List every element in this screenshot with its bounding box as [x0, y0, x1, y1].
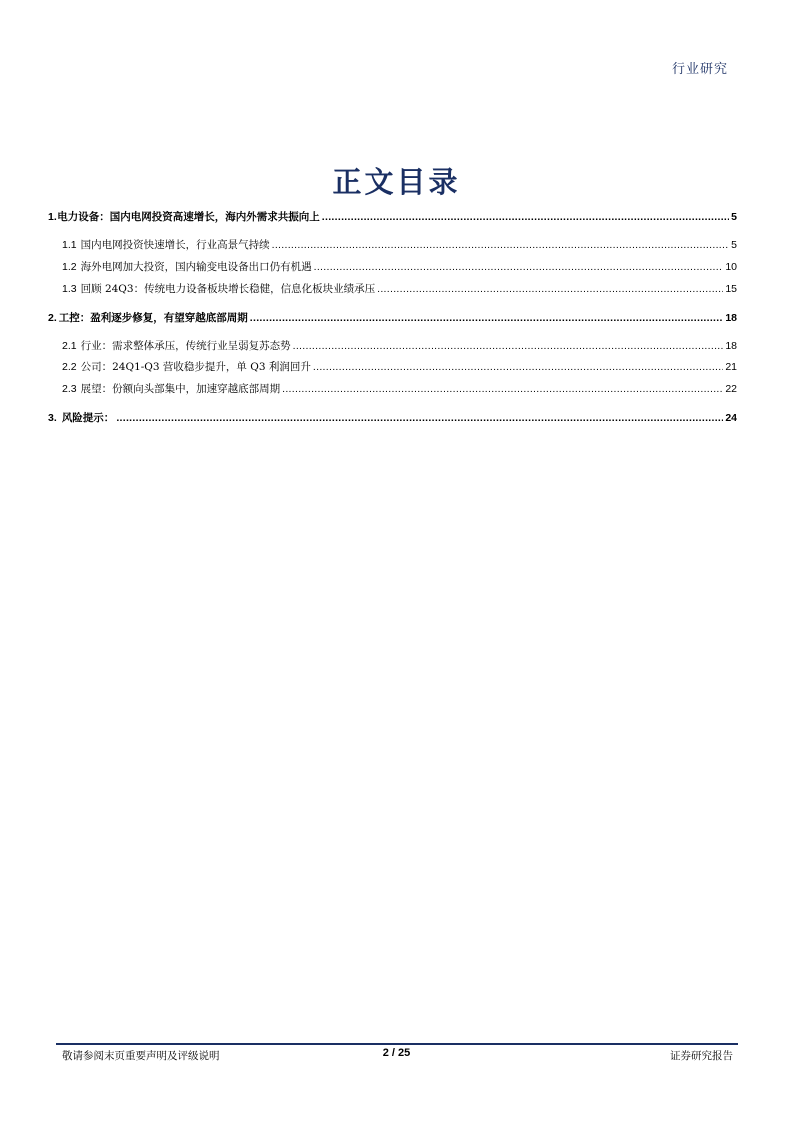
footer-disclaimer: 敬请参阅末页重要声明及评级说明	[62, 1050, 220, 1062]
toc-title: 正文目录	[332, 165, 461, 199]
toc-entry-text: 回顾 24Q3：传统电力设备板块增长稳健，信息化板块业绩承压	[80, 283, 376, 295]
toc-entry-number: 2.2	[62, 361, 77, 373]
toc-entry-number: 2.3	[62, 383, 77, 395]
toc-entry-page: 15	[725, 283, 737, 295]
toc-leader-dots	[314, 261, 724, 273]
toc-entry[interactable]	[62, 281, 737, 296]
toc-entry-number: 1.3	[62, 283, 77, 295]
toc-entry[interactable]	[62, 381, 737, 396]
toc-entry-text: 展望：份额向头部集中，加速穿越底部周期	[80, 383, 281, 395]
toc-leader-dots	[282, 383, 723, 395]
toc-entry[interactable]	[62, 237, 737, 252]
toc-entry-number: 1.	[48, 211, 57, 223]
toc-leader-dots	[377, 283, 723, 295]
toc-entry-page: 21	[725, 361, 737, 373]
toc-entry-text: 海外电网加大投资，国内输变电设备出口仍有机遇	[80, 261, 312, 273]
toc-entry[interactable]	[62, 359, 737, 374]
toc-entry-text: 公司：24Q1-Q3 营收稳步提升，单 Q3 利润回升	[80, 361, 311, 373]
toc-leader-dots	[272, 239, 730, 251]
toc-entry-page: 18	[725, 312, 737, 324]
toc-entry[interactable]	[48, 410, 737, 425]
toc-entry-number: 3.	[48, 412, 57, 424]
toc-leader-dots	[322, 211, 729, 223]
footer-report-type: 证券研究报告	[670, 1050, 733, 1062]
toc-leader-dots	[293, 340, 724, 352]
toc-entry-page: 22	[725, 383, 737, 395]
toc-entry-text: 国内电网投资快速增长，行业高景气持续	[80, 239, 270, 251]
toc-leader-dots	[250, 312, 724, 324]
toc-entry[interactable]	[48, 310, 737, 325]
toc-entry-page: 5	[731, 239, 737, 251]
toc-entry-number: 2.	[48, 312, 57, 324]
toc-entry[interactable]	[48, 209, 737, 224]
toc-entry[interactable]	[62, 338, 737, 353]
toc-entry-number: 1.2	[62, 261, 77, 273]
toc-entry-text: 电力设备：国内电网投资高速增长，海内外需求共振向上	[57, 211, 320, 223]
footer-divider	[56, 1043, 738, 1045]
toc-leader-dots	[116, 412, 723, 424]
toc-entry-page: 24	[725, 412, 737, 424]
toc-entry-number: 2.1	[62, 340, 77, 352]
page-indicator: 2 / 25	[382, 1047, 411, 1059]
toc-entry-page: 5	[731, 211, 737, 223]
toc-entry-text: 行业：需求整体承压，传统行业呈弱复苏态势	[80, 340, 291, 352]
toc-entry[interactable]	[62, 259, 737, 274]
toc-leader-dots	[313, 361, 723, 373]
toc-entry-page: 10	[725, 261, 737, 273]
report-category-tag: 行业研究	[671, 62, 728, 77]
toc-entry-text: 风险提示：	[61, 412, 115, 424]
toc-entry-number: 1.1	[62, 239, 77, 251]
toc-entry-page: 18	[725, 340, 737, 352]
toc-entry-text: 工控：盈利逐步修复，有望穿越底部周期	[58, 312, 248, 324]
